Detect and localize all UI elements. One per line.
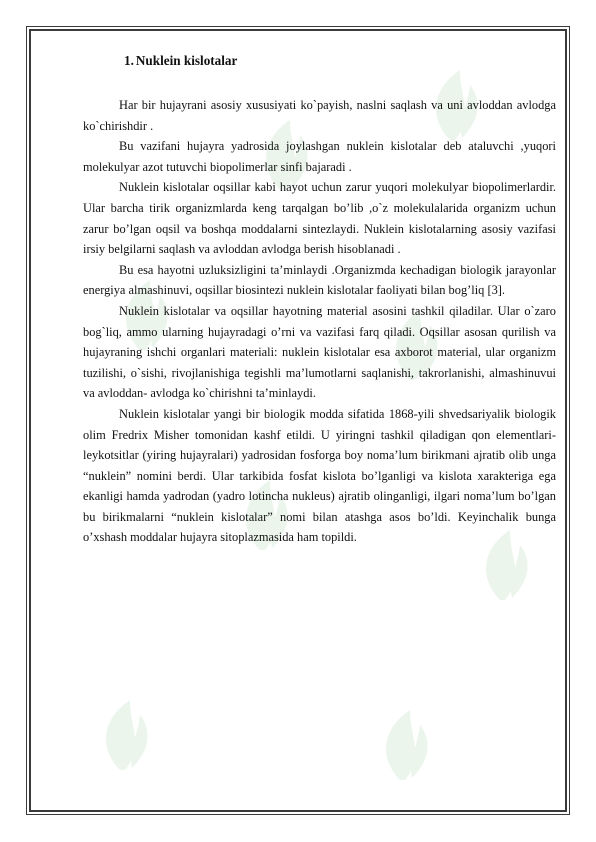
paragraph: Nuklein kislotalar oqsillar kabi hayot uchun zarur yuqori molekulyar biopolimerlardir. Ular barcha tirik organizmlarda keng tarqalgan bo’lib ,o`z molekulalarida organizm uchun zarur bo’lgan oqsil va boshqa moddalarni sintezlaydi. Nuklein kislotalarning asosiy vazifasi irsiy belgilarni saqlash va avloddan avlodga berish hisoblanadi . [83, 180, 556, 257]
paragraph: Nuklein kislotalar yangi bir biologik modda sifatida 1868-yili shvedsariyalik biologik olim Fredrix Misher tomonidan kashf etildi. U yiringni tashkil qiladigan qon elementlari-leykotsitlar (yiring hujayralari) yadrosidan fosforga boy noma’lum birikmani ajratib olib unga “nuklein” nomini berdi. Ular tarkibida fosfat kislota bo’lganligi va kislota xarakteriga ega ekanligi hamda yadrodan (yadro lotincha nukleus) ajratib olinganligi, ilgari noma’lum bo’lgan bu birikmalarni “nuklein kislotalar” nomi bilan atashga asos bo’ldi. Keyinchalik bunga o’xshash moddalar hujayra sitoplazmasida ham topildi. [83, 406, 556, 545]
paragraph: Bu vazifani hujayra yadrosida joylashgan nuklein kislotalar deb ataluvchi ,yuqori molekulyar azot tutuvchi biopolimerlar sinfi bajaradi . [83, 139, 556, 174]
paragraph: Nuklein kislotalar va oqsillar hayotning material asosini tashkil qiladilar. Ular o`zaro bog`liq, ammo ularning hujayradagi o’rni va vazifasi farq qiladi. Oqsillar asosan qurilish va hujayraning ishchi organlari materiali: nuklein kislotalar esa axborot material, ular organizm tuzilishi, o`sishi, rivojlanishiga tegishli ma’lumotlarni saqlanishi, takrorlanishi, almashinuvui va avloddan- avlodga ko`chirishni ta’minlaydi. [83, 303, 556, 401]
section-number: 1. [124, 53, 134, 68]
paragraph: Har bir hujayrani asosiy xususiyati ko`payish, naslni saqlash va uni avloddan avlodga ko`chirishdir . [83, 98, 556, 133]
section-heading [83, 51, 556, 71]
document-body [83, 51, 556, 548]
paragraph: Bu esa hayotni uzluksizligini ta’minlaydi .Organizmda kechadigan biologik jarayonlar energiya almashinuvi, oqsillar biosintezi nuklein kislotalar faoliyati bilan bog’liq [3]. [83, 262, 556, 298]
section-title: Nuklein kislotalar [135, 53, 238, 68]
